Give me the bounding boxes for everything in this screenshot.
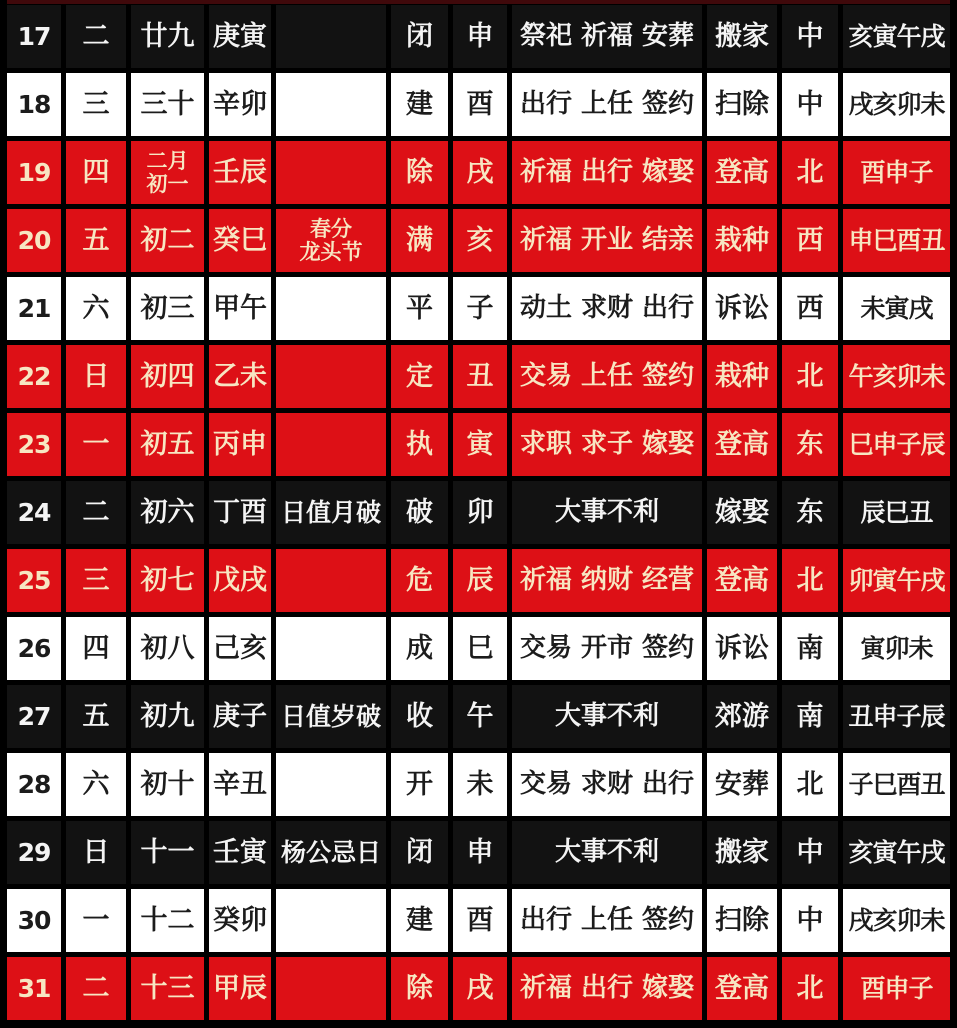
cell-note [276,209,386,272]
cell-jianchu: 成 [391,617,448,680]
cell-suitable-activities: 祈福 出行 嫁娶 [512,957,702,1020]
cell-jianchu: 危 [391,549,448,612]
cell-day: 17 [7,5,61,68]
cell-note [276,753,386,816]
cell-direction: 东 [782,413,838,476]
cell-day: 30 [7,889,61,952]
cell-suitable-activities: 大事不利 [512,685,702,748]
cell-chong-zodiac: 酉 [453,73,507,136]
cell-note: 日值岁破 [276,685,386,748]
cell-weekday: 三 [66,73,126,136]
cell-note: 日值月破 [276,481,386,544]
cell-day: 28 [7,753,61,816]
cell-direction: 中 [782,821,838,884]
cell-lucky-hours: 戌亥卯未 [843,889,950,952]
calendar-rows [7,5,950,1020]
table-row [7,345,950,408]
cell-ganzhi-day: 庚子 [209,685,271,748]
cell-lunar-date: 廿九 [131,5,204,68]
cell-ganzhi-day: 辛丑 [209,753,271,816]
cell-chong-zodiac: 未 [453,753,507,816]
cell-note [276,345,386,408]
cell-day: 27 [7,685,61,748]
cell-direction: 中 [782,73,838,136]
table-row [7,277,950,340]
cell-lunar-date: 初九 [131,685,204,748]
cell-direction: 北 [782,345,838,408]
cell-suitable-activities: 求职 求子 嫁娶 [512,413,702,476]
cell-lunar-date: 十三 [131,957,204,1020]
cell-ganzhi-day: 壬辰 [209,141,271,204]
cell-activity: 诉讼 [707,277,777,340]
cell-chong-zodiac: 申 [453,5,507,68]
cell-jianchu: 建 [391,73,448,136]
cell-lunar-date: 十一 [131,821,204,884]
cell-ganzhi-day: 己亥 [209,617,271,680]
cell-lunar-date: 初十 [131,753,204,816]
cell-activity: 诉讼 [707,617,777,680]
cell-ganzhi-day: 庚寅 [209,5,271,68]
cell-jianchu: 执 [391,413,448,476]
cell-chong-zodiac: 申 [453,821,507,884]
cell-lucky-hours: 酉申子 [843,957,950,1020]
cell-suitable-activities: 祭祀 祈福 安葬 [512,5,702,68]
cell-jianchu: 破 [391,481,448,544]
table-row [7,957,950,1020]
cell-day: 23 [7,413,61,476]
cell-ganzhi-day: 辛卯 [209,73,271,136]
cell-lunar-date: 初七 [131,549,204,612]
cell-direction: 西 [782,209,838,272]
cell-weekday: 一 [66,413,126,476]
cell-activity: 扫除 [707,73,777,136]
cell-suitable-activities: 祈福 开业 结亲 [512,209,702,272]
cell-suitable-activities: 祈福 纳财 经营 [512,549,702,612]
cell-jianchu: 开 [391,753,448,816]
table-row [7,685,950,748]
cell-suitable-activities: 交易 上任 签约 [512,345,702,408]
cell-day: 18 [7,73,61,136]
cell-activity: 嫁娶 [707,481,777,544]
cell-chong-zodiac: 酉 [453,889,507,952]
cell-lucky-hours: 亥寅午戌 [843,5,950,68]
cell-suitable-activities: 大事不利 [512,481,702,544]
cell-direction: 东 [782,481,838,544]
cell-weekday: 四 [66,617,126,680]
cell-weekday: 二 [66,5,126,68]
cell-activity: 扫除 [707,889,777,952]
table-row [7,209,950,272]
cell-lunar-date-line: 初一 [146,171,189,196]
cell-chong-zodiac: 子 [453,277,507,340]
cell-direction: 北 [782,753,838,816]
cell-weekday: 日 [66,345,126,408]
cell-jianchu: 闭 [391,821,448,884]
cell-suitable-activities: 交易 开市 签约 [512,617,702,680]
cell-jianchu: 收 [391,685,448,748]
cell-suitable-activities: 大事不利 [512,821,702,884]
cell-suitable-activities: 出行 上任 签约 [512,73,702,136]
cell-direction: 北 [782,957,838,1020]
cell-lunar-date: 初四 [131,345,204,408]
cell-lucky-hours: 酉申子 [843,141,950,204]
cell-chong-zodiac: 亥 [453,209,507,272]
cell-lunar-date: 十二 [131,889,204,952]
cell-activity: 登高 [707,549,777,612]
cell-lucky-hours: 巳申子辰 [843,413,950,476]
cell-note [276,957,386,1020]
cell-note [276,141,386,204]
cell-direction: 西 [782,277,838,340]
cell-activity: 登高 [707,141,777,204]
cell-lunar-date [131,141,204,204]
cell-day: 24 [7,481,61,544]
table-row [7,5,950,68]
cell-note [276,413,386,476]
cell-weekday: 日 [66,821,126,884]
cell-jianchu: 闭 [391,5,448,68]
cell-activity: 安葬 [707,753,777,816]
cell-day: 26 [7,617,61,680]
cell-lucky-hours: 卯寅午戌 [843,549,950,612]
cell-lunar-date: 初三 [131,277,204,340]
cell-lunar-date: 初二 [131,209,204,272]
cell-jianchu: 除 [391,957,448,1020]
cell-direction: 中 [782,889,838,952]
cell-suitable-activities: 祈福 出行 嫁娶 [512,141,702,204]
cell-note: 杨公忌日 [276,821,386,884]
cell-weekday: 六 [66,277,126,340]
cell-jianchu: 满 [391,209,448,272]
table-row [7,821,950,884]
cell-lunar-date: 初六 [131,481,204,544]
cell-lunar-date-line: 二月 [146,149,189,174]
cell-chong-zodiac: 戌 [453,141,507,204]
cell-lucky-hours: 子巳酉丑 [843,753,950,816]
cell-ganzhi-day: 癸卯 [209,889,271,952]
cell-weekday: 五 [66,685,126,748]
cell-day: 21 [7,277,61,340]
cell-day: 20 [7,209,61,272]
cell-lucky-hours: 午亥卯未 [843,345,950,408]
cell-ganzhi-day: 壬寅 [209,821,271,884]
cell-day: 19 [7,141,61,204]
cell-activity: 栽种 [707,345,777,408]
table-row [7,141,950,204]
cell-suitable-activities: 动土 求财 出行 [512,277,702,340]
cell-note [276,277,386,340]
cell-ganzhi-day: 丙申 [209,413,271,476]
cell-ganzhi-day: 乙未 [209,345,271,408]
cell-activity: 郊游 [707,685,777,748]
cell-ganzhi-day: 戊戌 [209,549,271,612]
table-row [7,73,950,136]
cell-lucky-hours: 戌亥卯未 [843,73,950,136]
cell-activity: 搬家 [707,821,777,884]
cell-note-line: 春分 [310,217,352,242]
cell-ganzhi-day: 丁酉 [209,481,271,544]
cell-ganzhi-day: 甲午 [209,277,271,340]
cell-note [276,549,386,612]
cell-direction: 中 [782,5,838,68]
cell-chong-zodiac: 丑 [453,345,507,408]
cell-lunar-date: 初五 [131,413,204,476]
cell-chong-zodiac: 辰 [453,549,507,612]
cell-lucky-hours: 辰巳丑 [843,481,950,544]
cell-day: 31 [7,957,61,1020]
cell-lucky-hours: 未寅戌 [843,277,950,340]
cell-activity: 搬家 [707,5,777,68]
cell-note [276,73,386,136]
table-row [7,617,950,680]
cell-lucky-hours: 亥寅午戌 [843,821,950,884]
cell-weekday: 二 [66,481,126,544]
cell-suitable-activities: 交易 求财 出行 [512,753,702,816]
table-row [7,481,950,544]
cell-note [276,617,386,680]
cell-weekday: 一 [66,889,126,952]
cell-chong-zodiac: 午 [453,685,507,748]
cell-ganzhi-day: 甲辰 [209,957,271,1020]
cell-day: 22 [7,345,61,408]
table-row [7,413,950,476]
cell-lucky-hours: 申巳酉丑 [843,209,950,272]
cell-note [276,889,386,952]
cropped-previous-row-remnant [7,0,950,4]
cell-ganzhi-day: 癸巳 [209,209,271,272]
cell-jianchu: 建 [391,889,448,952]
table-row [7,889,950,952]
cell-chong-zodiac: 戌 [453,957,507,1020]
cell-chong-zodiac: 卯 [453,481,507,544]
cell-lunar-date: 三十 [131,73,204,136]
cell-jianchu: 定 [391,345,448,408]
cell-weekday: 四 [66,141,126,204]
cell-weekday: 五 [66,209,126,272]
cell-direction: 南 [782,617,838,680]
cell-jianchu: 平 [391,277,448,340]
cell-activity: 栽种 [707,209,777,272]
cell-weekday: 六 [66,753,126,816]
cell-activity: 登高 [707,413,777,476]
table-row [7,549,950,612]
cell-lunar-date: 初八 [131,617,204,680]
cell-jianchu: 除 [391,141,448,204]
cell-lucky-hours: 丑申子辰 [843,685,950,748]
cell-direction: 北 [782,141,838,204]
cell-note-line: 龙头节 [299,239,363,264]
cell-lucky-hours: 寅卯未 [843,617,950,680]
cell-suitable-activities: 出行 上任 签约 [512,889,702,952]
cell-day: 29 [7,821,61,884]
cell-day: 25 [7,549,61,612]
cell-note [276,5,386,68]
cell-direction: 北 [782,549,838,612]
cell-weekday: 三 [66,549,126,612]
cell-weekday: 二 [66,957,126,1020]
cell-chong-zodiac: 寅 [453,413,507,476]
table-row [7,753,950,816]
cell-activity: 登高 [707,957,777,1020]
cell-chong-zodiac: 巳 [453,617,507,680]
cell-direction: 南 [782,685,838,748]
